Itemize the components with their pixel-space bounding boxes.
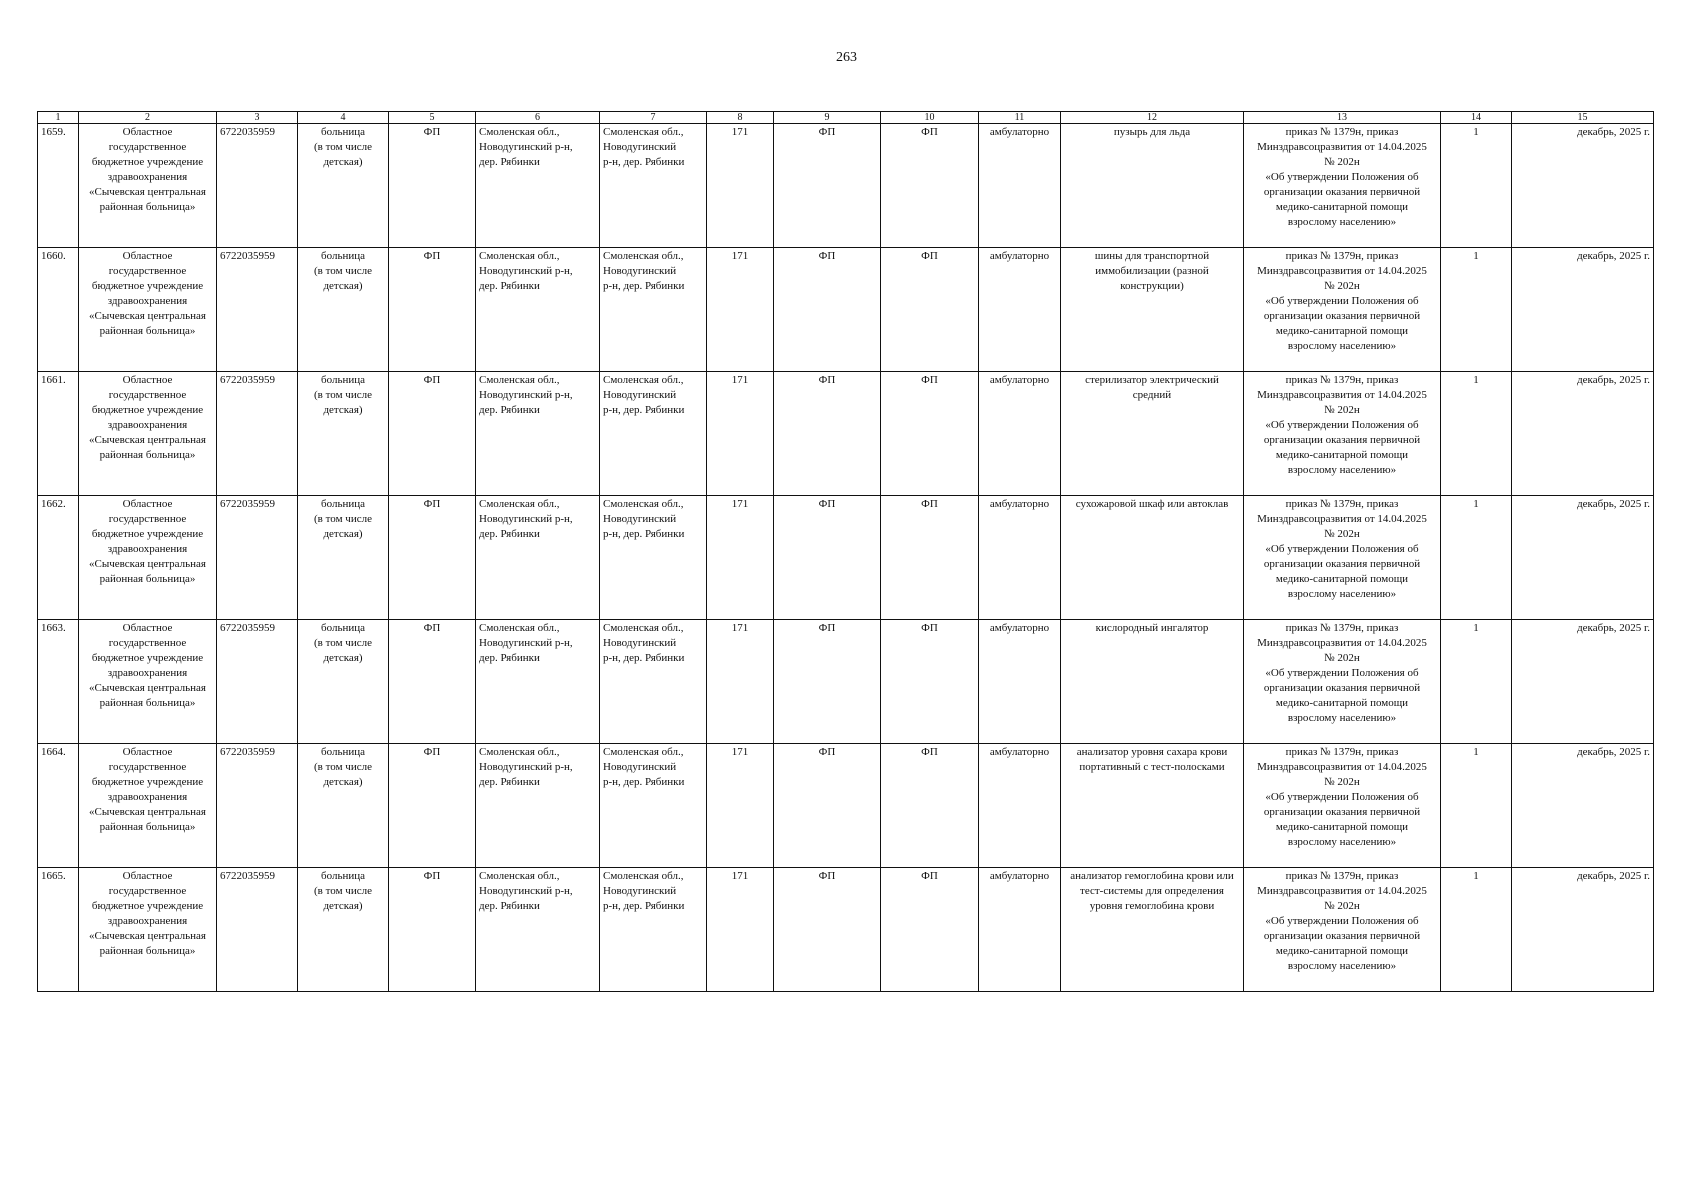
facility-type: больница (в том числе детская): [298, 868, 389, 992]
facility-subtype: ФП: [389, 124, 476, 248]
actual-address: Смоленская обл., Новодугинский р-н, дер. Рябинки: [600, 496, 707, 620]
legal-address: Смоленская обл., Новодугинский р-н, дер. Рябинки: [476, 372, 600, 496]
code: 171: [707, 744, 774, 868]
row-number: 1664.: [38, 744, 79, 868]
legal-address: Смоленская обл., Новодугинский р-н, дер. Рябинки: [476, 744, 600, 868]
facility-subtype: ФП: [389, 744, 476, 868]
subunit: ФП: [881, 248, 979, 372]
table-body: [38, 124, 1654, 992]
equipment-name: кислородный ингалятор: [1061, 620, 1244, 744]
unit: ФП: [774, 620, 881, 744]
inn: 6722035959: [217, 248, 298, 372]
column-header-15: 15: [1512, 112, 1654, 124]
table-row: [38, 744, 1654, 868]
unit: ФП: [774, 744, 881, 868]
facility-subtype: ФП: [389, 496, 476, 620]
facility-type: больница (в том числе детская): [298, 372, 389, 496]
quantity: 1: [1441, 372, 1512, 496]
organization-name: Областное государственное бюджетное учреждение здравоохранения «Сычевская центральная районная больница»: [79, 744, 217, 868]
row-number: 1659.: [38, 124, 79, 248]
table-row: [38, 496, 1654, 620]
column-header-10: 10: [881, 112, 979, 124]
header-row: [38, 112, 1654, 124]
column-header-13: 13: [1244, 112, 1441, 124]
facility-type: больница (в том числе детская): [298, 496, 389, 620]
column-header-9: 9: [774, 112, 881, 124]
column-header-2: 2: [79, 112, 217, 124]
equipment-name: шины для транспортной иммобилизации (разной конструкции): [1061, 248, 1244, 372]
code: 171: [707, 496, 774, 620]
row-number: 1663.: [38, 620, 79, 744]
row-number: 1662.: [38, 496, 79, 620]
row-number: 1660.: [38, 248, 79, 372]
table-row: [38, 372, 1654, 496]
order-reference: приказ № 1379н, приказ Минздравсоцразвития от 14.04.2025 № 202н «Об утверждении Положения об организации оказания первичной медико-санитарной помощи взрослому населению»: [1244, 620, 1441, 744]
code: 171: [707, 248, 774, 372]
quantity: 1: [1441, 248, 1512, 372]
organization-name: Областное государственное бюджетное учреждение здравоохранения «Сычевская центральная районная больница»: [79, 124, 217, 248]
due-date: декабрь, 2025 г.: [1512, 744, 1654, 868]
column-header-7: 7: [600, 112, 707, 124]
registry-table: [37, 111, 1654, 992]
subunit: ФП: [881, 124, 979, 248]
code: 171: [707, 620, 774, 744]
equipment-name: сухожаровой шкаф или автоклав: [1061, 496, 1244, 620]
actual-address: Смоленская обл., Новодугинский р-н, дер. Рябинки: [600, 744, 707, 868]
subunit: ФП: [881, 372, 979, 496]
legal-address: Смоленская обл., Новодугинский р-н, дер. Рябинки: [476, 496, 600, 620]
organization-name: Областное государственное бюджетное учреждение здравоохранения «Сычевская центральная районная больница»: [79, 868, 217, 992]
code: 171: [707, 372, 774, 496]
subunit: ФП: [881, 868, 979, 992]
order-reference: приказ № 1379н, приказ Минздравсоцразвития от 14.04.2025 № 202н «Об утверждении Положения об организации оказания первичной медико-санитарной помощи взрослому населению»: [1244, 248, 1441, 372]
code: 171: [707, 124, 774, 248]
quantity: 1: [1441, 868, 1512, 992]
equipment-name: пузырь для льда: [1061, 124, 1244, 248]
unit: ФП: [774, 372, 881, 496]
subunit: ФП: [881, 496, 979, 620]
inn: 6722035959: [217, 372, 298, 496]
order-reference: приказ № 1379н, приказ Минздравсоцразвития от 14.04.2025 № 202н «Об утверждении Положения об организации оказания первичной медико-санитарной помощи взрослому населению»: [1244, 124, 1441, 248]
facility-subtype: ФП: [389, 620, 476, 744]
equipment-name: стерилизатор электрический средний: [1061, 372, 1244, 496]
table-row: [38, 248, 1654, 372]
due-date: декабрь, 2025 г.: [1512, 496, 1654, 620]
unit: ФП: [774, 124, 881, 248]
organization-name: Областное государственное бюджетное учреждение здравоохранения «Сычевская центральная районная больница»: [79, 620, 217, 744]
facility-subtype: ФП: [389, 868, 476, 992]
unit: ФП: [774, 248, 881, 372]
due-date: декабрь, 2025 г.: [1512, 124, 1654, 248]
facility-subtype: ФП: [389, 372, 476, 496]
row-number: 1665.: [38, 868, 79, 992]
column-header-4: 4: [298, 112, 389, 124]
actual-address: Смоленская обл., Новодугинский р-н, дер. Рябинки: [600, 124, 707, 248]
facility-type: больница (в том числе детская): [298, 620, 389, 744]
legal-address: Смоленская обл., Новодугинский р-н, дер. Рябинки: [476, 248, 600, 372]
legal-address: Смоленская обл., Новодугинский р-н, дер. Рябинки: [476, 868, 600, 992]
column-header-6: 6: [476, 112, 600, 124]
care-form: амбулаторно: [979, 248, 1061, 372]
care-form: амбулаторно: [979, 620, 1061, 744]
due-date: декабрь, 2025 г.: [1512, 868, 1654, 992]
table-row: [38, 868, 1654, 992]
legal-address: Смоленская обл., Новодугинский р-н, дер. Рябинки: [476, 620, 600, 744]
inn: 6722035959: [217, 868, 298, 992]
care-form: амбулаторно: [979, 744, 1061, 868]
column-header-3: 3: [217, 112, 298, 124]
organization-name: Областное государственное бюджетное учреждение здравоохранения «Сычевская центральная районная больница»: [79, 372, 217, 496]
facility-type: больница (в том числе детская): [298, 744, 389, 868]
order-reference: приказ № 1379н, приказ Минздравсоцразвития от 14.04.2025 № 202н «Об утверждении Положения об организации оказания первичной медико-санитарной помощи взрослому населению»: [1244, 372, 1441, 496]
code: 171: [707, 868, 774, 992]
order-reference: приказ № 1379н, приказ Минздравсоцразвития от 14.04.2025 № 202н «Об утверждении Положения об организации оказания первичной медико-санитарной помощи взрослому населению»: [1244, 868, 1441, 992]
quantity: 1: [1441, 496, 1512, 620]
equipment-name: анализатор уровня сахара крови портативный с тест-полосками: [1061, 744, 1244, 868]
column-header-5: 5: [389, 112, 476, 124]
actual-address: Смоленская обл., Новодугинский р-н, дер. Рябинки: [600, 248, 707, 372]
column-header-11: 11: [979, 112, 1061, 124]
quantity: 1: [1441, 124, 1512, 248]
table-row: [38, 620, 1654, 744]
quantity: 1: [1441, 744, 1512, 868]
column-header-1: 1: [38, 112, 79, 124]
due-date: декабрь, 2025 г.: [1512, 248, 1654, 372]
facility-type: больница (в том числе детская): [298, 248, 389, 372]
column-header-14: 14: [1441, 112, 1512, 124]
table-row: [38, 124, 1654, 248]
subunit: ФП: [881, 620, 979, 744]
row-number: 1661.: [38, 372, 79, 496]
unit: ФП: [774, 496, 881, 620]
actual-address: Смоленская обл., Новодугинский р-н, дер. Рябинки: [600, 868, 707, 992]
equipment-name: анализатор гемоглобина крови или тест-системы для определения уровня гемоглобина крови: [1061, 868, 1244, 992]
care-form: амбулаторно: [979, 372, 1061, 496]
inn: 6722035959: [217, 124, 298, 248]
unit: ФП: [774, 868, 881, 992]
page-number: 263: [836, 50, 857, 65]
due-date: декабрь, 2025 г.: [1512, 620, 1654, 744]
column-header-8: 8: [707, 112, 774, 124]
order-reference: приказ № 1379н, приказ Минздравсоцразвития от 14.04.2025 № 202н «Об утверждении Положения об организации оказания первичной медико-санитарной помощи взрослому населению»: [1244, 496, 1441, 620]
inn: 6722035959: [217, 496, 298, 620]
facility-type: больница (в том числе детская): [298, 124, 389, 248]
legal-address: Смоленская обл., Новодугинский р-н, дер. Рябинки: [476, 124, 600, 248]
care-form: амбулаторно: [979, 868, 1061, 992]
actual-address: Смоленская обл., Новодугинский р-н, дер. Рябинки: [600, 372, 707, 496]
quantity: 1: [1441, 620, 1512, 744]
organization-name: Областное государственное бюджетное учреждение здравоохранения «Сычевская центральная районная больница»: [79, 496, 217, 620]
care-form: амбулаторно: [979, 124, 1061, 248]
actual-address: Смоленская обл., Новодугинский р-н, дер. Рябинки: [600, 620, 707, 744]
subunit: ФП: [881, 744, 979, 868]
organization-name: Областное государственное бюджетное учреждение здравоохранения «Сычевская центральная районная больница»: [79, 248, 217, 372]
column-header-12: 12: [1061, 112, 1244, 124]
due-date: декабрь, 2025 г.: [1512, 372, 1654, 496]
care-form: амбулаторно: [979, 496, 1061, 620]
inn: 6722035959: [217, 744, 298, 868]
order-reference: приказ № 1379н, приказ Минздравсоцразвития от 14.04.2025 № 202н «Об утверждении Положения об организации оказания первичной медико-санитарной помощи взрослому населению»: [1244, 744, 1441, 868]
inn: 6722035959: [217, 620, 298, 744]
facility-subtype: ФП: [389, 248, 476, 372]
